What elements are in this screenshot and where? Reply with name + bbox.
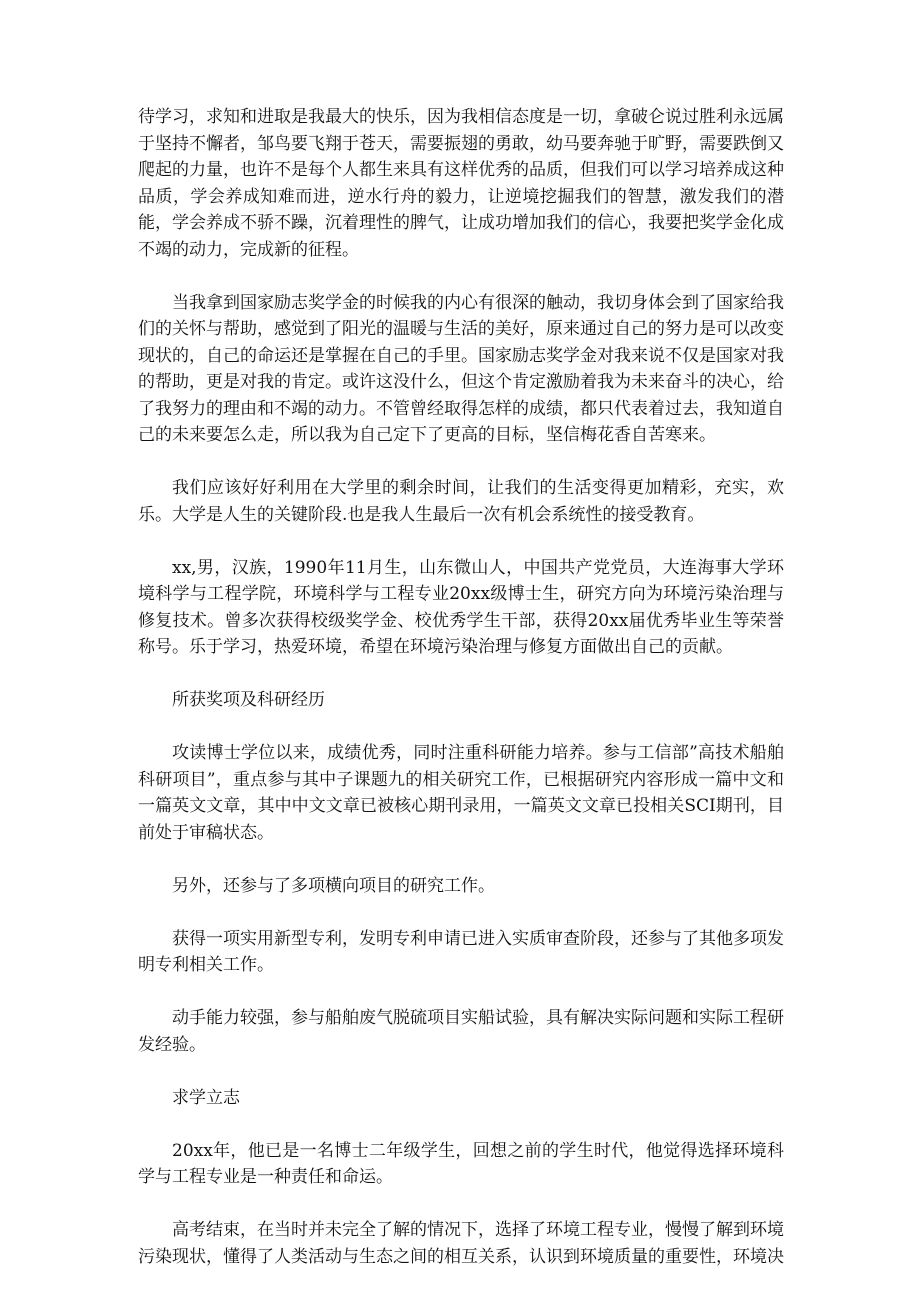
paragraph-university-time: 我们应该好好利用在大学里的剩余时间，让我们的生活变得更加精彩，充实，欢乐。大学是人生的关键阶段.也是我人生最后一次有机会系统性的接受教育。 (138, 478, 784, 525)
paragraph-doctoral-year: 20xx年，他已是一名博士二年级学生，回想之前的学生时代，他觉得选择环境科学与工程专业是一种责任和命运。 (138, 1140, 784, 1187)
paragraph-scholarship-motivation: 待学习，求知和进取是我最大的快乐，因为我相信态度是一切，拿破仑说过胜利永远属于坚持不懈者，邹鸟要飞翔于苍天，需要振翅的勇敢，幼马要奔驰于旷野，需要跌倒又爬起的力量，也许不是每个人都生来具有这样优秀的品质，但我们可以学习培养成这种品质，学会养成知难而进，逆水行舟的毅力，让逆境挖掘我们的智慧，激发我们的潜能，学会养成不骄不躁，沉着理性的脾气，让成功增加我们的信心，我要把奖学金化成不竭的动力，完成新的征程。 (138, 107, 784, 260)
paragraph-major-choice: 高考结束，在当时并未完全了解的情况下，选择了环境工程专业，慢慢了解到环境污染现状，懂得了人类活动与生态之间的相互关系，认识到环境质量的重要性，环境决 (138, 1220, 784, 1267)
paragraph-practical-ability: 动手能力较强，参与船舶废气脱硫项目实船试验，具有解决实际问题和实际工程研发经验。 (138, 1008, 784, 1055)
section-heading-awards-research: 所获奖项及科研经历 (172, 690, 325, 710)
paragraph-horizontal-projects: 另外，还参与了多项横向项目的研究工作。 (172, 875, 495, 896)
section-heading-study-aspiration: 求学立志 (172, 1087, 240, 1108)
paragraph-national-scholarship: 当我拿到国家励志奖学金的时候我的内心有很深的触动，我切身体会到了国家给我们的关怀与帮助，感觉到了阳光的温暖与生活的美好，原来通过自己的努力是可以改变现状的，自己的命运还是掌握在自己的手里。国家励志奖学金对我来说不仅是国家对我的帮助，更是对我的肯定。或许这没什么，但这个肯定激励着我为未来奋斗的决心，给了我努力的理由和不竭的动力。不管曾经取得怎样的成绩，都只代表着过去，我知道自己的未来要怎么走，所以我为自己定下了更高的目标，坚信梅花香自苦寒来。 (138, 292, 784, 445)
paragraph-research-project: 攻读博士学位以来，成绩优秀，同时注重科研能力培养。参与工信部”高技术船舶科研项目”，重点参与其中子课题九的相关研究工作，已根据研究内容形成一篇中文和一篇英文文章，其中中文文章已被核心期刊录用，一篇英文文章已投相关SCI期刊，目前处于审稿状态。 (138, 743, 784, 843)
document-body (138, 104, 784, 1297)
paragraph-personal-profile: xx,男，汉族，1990年11月生，山东微山人，中国共产党党员，大连海事大学环境科学与工程学院，环境科学与工程专业20xx级博士生，研究方向为环境污染治理与修复技术。曾多次获得校级奖学金、校优秀学生干部，获得20xx届优秀毕业生等荣誉称号。乐于学习，热爱环境，希望在环境污染治理与修复方面做出自己的贡献。 (138, 557, 784, 657)
paragraph-patents: 获得一项实用新型专利，发明专利申请已进入实质审查阶段，还参与了其他多项发明专利相关工作。 (138, 928, 784, 975)
